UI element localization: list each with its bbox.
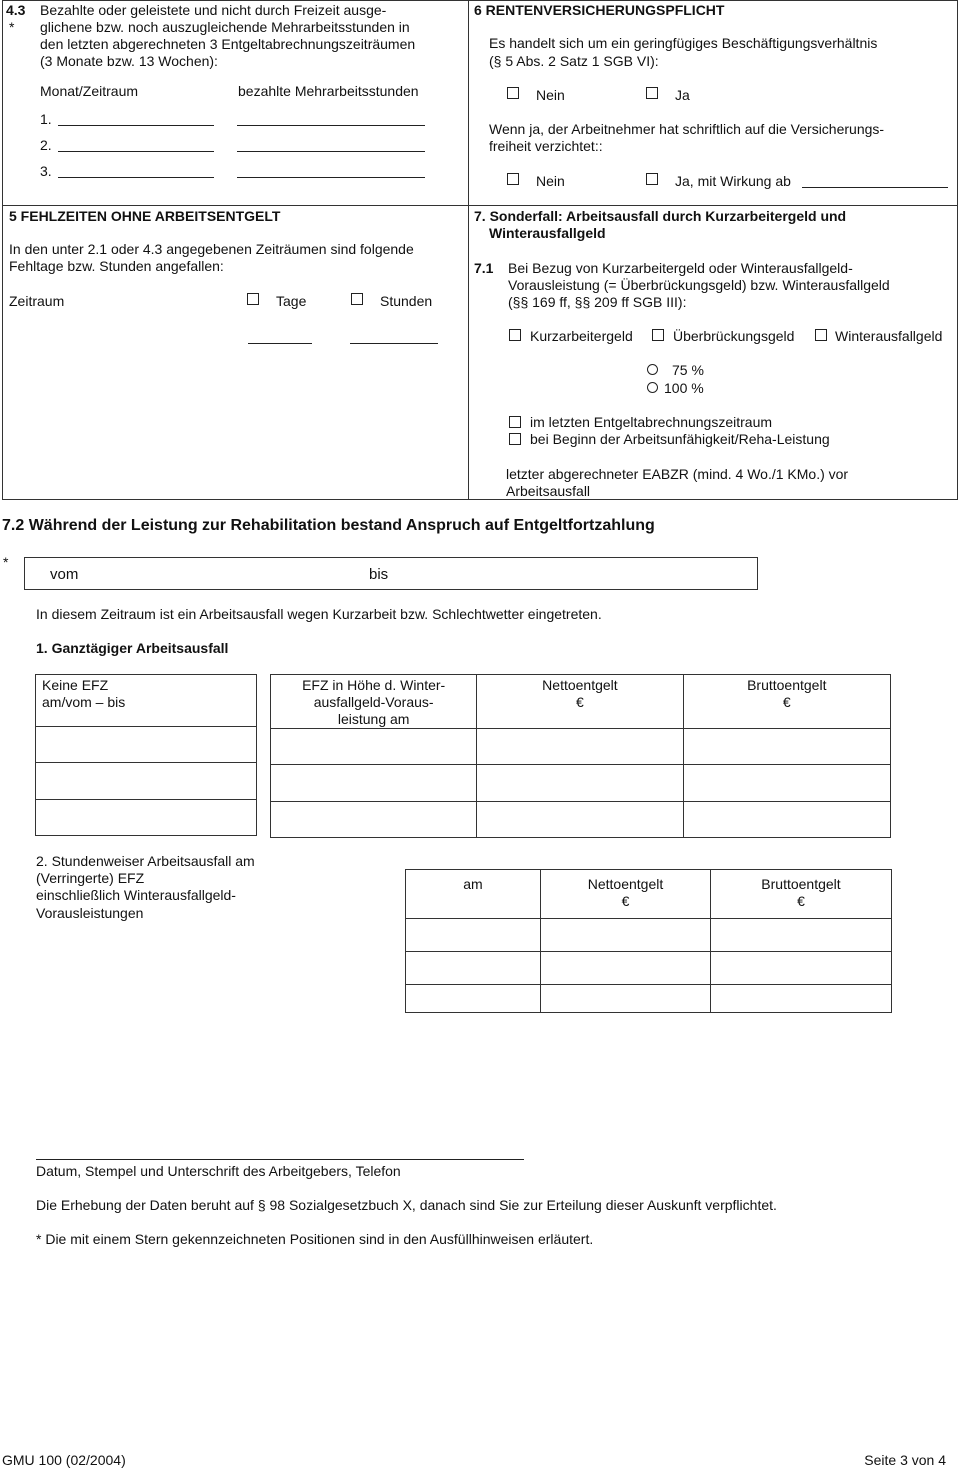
waiver-no-checkbox[interactable] (507, 173, 519, 185)
info-text: In diesem Zeitraum ist ein Arbeitsausfall wegen Kurzarbeit bzw. Schlechtwetter eingetreten. (36, 606, 602, 622)
days-label: Tage (276, 293, 307, 309)
hours-field-2[interactable] (237, 151, 425, 152)
table-cell[interactable] (683, 765, 890, 802)
full-day-title: 1. Ganztägiger Arbeitsausfall (36, 640, 229, 656)
table-cell[interactable] (36, 800, 257, 836)
required-star: * (9, 19, 15, 35)
hours-column-label: bezahlte Mehrarbeitsstunden (238, 83, 419, 99)
option-label: im letzten Entgeltabrechnungszeitraum (530, 414, 773, 430)
section-title: 5 FEHLZEITEN OHNE ARBEITSENTGELT (9, 208, 281, 224)
waiver-yes-checkbox[interactable] (646, 173, 658, 185)
section-text-line: In den unter 2.1 oder 4.3 angegebenen Zeiträumen sind folgende (9, 241, 414, 257)
table-cell[interactable] (36, 763, 257, 800)
table-row (271, 729, 891, 765)
waiver-effective-date-field[interactable] (802, 187, 948, 188)
table-cell[interactable] (406, 919, 541, 952)
table-header: EFZ in Höhe d. Winter- ausfallgeld-Voraus- leistung am (271, 675, 477, 729)
star-note: * Die mit einem Stern gekennzeichneten Positionen sind in den Ausfüllhinweisen erläutert. (36, 1231, 594, 1247)
ueberbrueckungsgeld-checkbox[interactable] (652, 329, 664, 341)
winterausfallgeld-checkbox[interactable] (815, 329, 827, 341)
hourly-table (405, 869, 892, 1013)
signature-label: Datum, Stempel und Unterschrift des Arbeitgebers, Telefon (36, 1163, 401, 1179)
option-label: Ja, mit Wirkung ab (675, 173, 791, 189)
table-cell[interactable] (541, 919, 711, 952)
table-row (406, 952, 892, 985)
table-cell[interactable] (271, 729, 477, 765)
incapacity-start-checkbox[interactable] (509, 433, 521, 445)
table-cell[interactable] (683, 802, 890, 838)
subsection-number: 7.1 (474, 260, 494, 276)
option-label: Ja (675, 87, 690, 103)
subsection-text-line: (§§ 169 ff, §§ 209 ff SGB III): (508, 294, 687, 310)
section-text-line: glichene bzw. noch auszugleichende Mehrarbeitsstunden in (40, 19, 410, 35)
kurzarbeitergeld-checkbox[interactable] (509, 329, 521, 341)
table-cell[interactable] (541, 985, 711, 1013)
option-label: Nein (536, 173, 565, 189)
percent-75-radio[interactable] (647, 364, 658, 375)
period-label: Zeitraum (9, 293, 65, 309)
date-range-field[interactable] (24, 557, 758, 590)
row-number: 1. (40, 111, 52, 127)
month-field-3[interactable] (58, 177, 214, 178)
option-label: bei Beginn der Arbeitsunfähigkeit/Reha-Leistung (530, 431, 830, 447)
month-field-2[interactable] (58, 151, 214, 152)
subsection-text-line: Vorausleistung (= Überbrückungsgeld) bzw. Winterausfallgeld (508, 277, 890, 293)
row-divider (2, 205, 958, 206)
page-number: Seite 3 von 4 (864, 1452, 946, 1468)
section-number: 4.3 (6, 2, 26, 18)
row-number: 3. (40, 163, 52, 179)
month-column-label: Monat/Zeitraum (40, 83, 139, 99)
table-header: am (406, 870, 541, 919)
option-label: Kurzarbeitergeld (530, 328, 633, 344)
table-row (406, 919, 892, 952)
section-title: 6 RENTENVERSICHERUNGSPFLICHT (474, 2, 725, 18)
section-text-line: Es handelt sich um ein geringfügiges Beschäftigungsverhältnis (489, 35, 878, 51)
table-cell[interactable] (711, 985, 892, 1013)
from-label: vom (50, 566, 79, 583)
table-cell[interactable] (406, 952, 541, 985)
section-text-line: (§ 5 Abs. 2 Satz 1 SGB VI): (489, 53, 659, 69)
table-cell[interactable] (406, 985, 541, 1013)
hours-field-1[interactable] (237, 125, 425, 126)
option-label: Überbrückungsgeld (673, 328, 795, 344)
section-text-line: (3 Monate bzw. 13 Wochen): (40, 53, 218, 69)
euro-icon: € (782, 694, 791, 710)
marginal-employment-yes-checkbox[interactable] (646, 87, 658, 99)
last-period-checkbox[interactable] (509, 416, 521, 428)
table-cell[interactable] (711, 919, 892, 952)
form-id: GMU 100 (02/2004) (2, 1452, 126, 1468)
option-label: Winterausfallgeld (835, 328, 943, 344)
table-header: Nettoentgelt € (541, 870, 711, 919)
full-day-no-efz-table (35, 674, 257, 836)
hours-field[interactable] (350, 343, 438, 344)
subsection-text-line: Bei Bezug von Kurzarbeitergeld oder Winterausfallgeld- (508, 260, 853, 276)
section-title-line: 7. Sonderfall: Arbeitsausfall durch Kurzarbeitergeld und (474, 208, 847, 224)
hours-checkbox[interactable] (351, 293, 363, 305)
hours-field-3[interactable] (237, 177, 425, 178)
table-cell[interactable] (541, 952, 711, 985)
option-label: 100 % (664, 380, 704, 396)
to-label: bis (369, 566, 389, 583)
table-cell[interactable] (477, 729, 683, 765)
table-cell[interactable] (271, 802, 477, 838)
euro-icon: € (797, 893, 805, 909)
legal-note: Die Erhebung der Daten beruht auf § 98 Sozialgesetzbuch X, danach sind Sie zur Erteilung dieser Auskunft verpflichtet. (36, 1197, 777, 1213)
hourly-title-line: (Verringerte) EFZ (36, 870, 145, 886)
days-field[interactable] (248, 343, 312, 344)
option-label: Nein (536, 87, 565, 103)
hourly-title-line: Vorausleistungen (36, 905, 144, 921)
table-cell[interactable] (477, 765, 683, 802)
waiver-text-line: Wenn ja, der Arbeitnehmer hat schriftlich auf die Versicherungs- (489, 121, 885, 137)
full-day-efz-table (270, 674, 891, 838)
marginal-employment-no-checkbox[interactable] (507, 87, 519, 99)
percent-100-radio[interactable] (647, 382, 658, 393)
table-cell[interactable] (36, 727, 257, 763)
table-row (271, 765, 891, 802)
days-checkbox[interactable] (247, 293, 259, 305)
euro-icon: € (576, 694, 584, 710)
table-header: Nettoentgelt € (477, 675, 683, 729)
month-field-1[interactable] (58, 125, 214, 126)
option-label: 75 % (672, 362, 704, 378)
note-line: Arbeitsausfall (506, 483, 591, 499)
required-star: * (3, 554, 9, 570)
section-text-line: Bezahlte oder geleistete und nicht durch Freizeit ausge- (40, 2, 387, 18)
hours-label: Stunden (380, 293, 433, 309)
table-cell[interactable] (683, 729, 890, 765)
waiver-text-line: freiheit verzichtet:: (489, 138, 603, 154)
table-cell[interactable] (271, 765, 477, 802)
section-text-line: den letzten abgerechneten 3 Entgeltabrechnungszeiträumen (40, 36, 416, 52)
table-header: Keine EFZ am/vom – bis (36, 675, 257, 727)
section-title-line: Winterausfallgeld (489, 225, 606, 241)
signature-line[interactable] (36, 1159, 524, 1160)
table-header: Bruttoentgelt € (711, 870, 892, 919)
hourly-title-line: einschließlich Winterausfallgeld- (36, 887, 236, 903)
table-row (271, 802, 891, 838)
euro-icon: € (621, 893, 630, 909)
note-line: letzter abgerechneter EABZR (mind. 4 Wo./1 KMo.) vor (506, 466, 849, 482)
table-cell[interactable] (477, 802, 683, 838)
hourly-title-line: 2. Stundenweiser Arbeitsausfall am (36, 853, 255, 869)
table-cell[interactable] (711, 952, 892, 985)
column-divider (468, 0, 469, 500)
row-number: 2. (40, 137, 52, 153)
section-title: 7.2 Während der Leistung zur Rehabilitation bestand Anspruch auf Entgeltfortzahlung (2, 517, 655, 534)
table-row (406, 985, 892, 1013)
table-header: Bruttoentgelt € (683, 675, 890, 729)
section-text-line: Fehltage bzw. Stunden angefallen: (9, 258, 224, 274)
